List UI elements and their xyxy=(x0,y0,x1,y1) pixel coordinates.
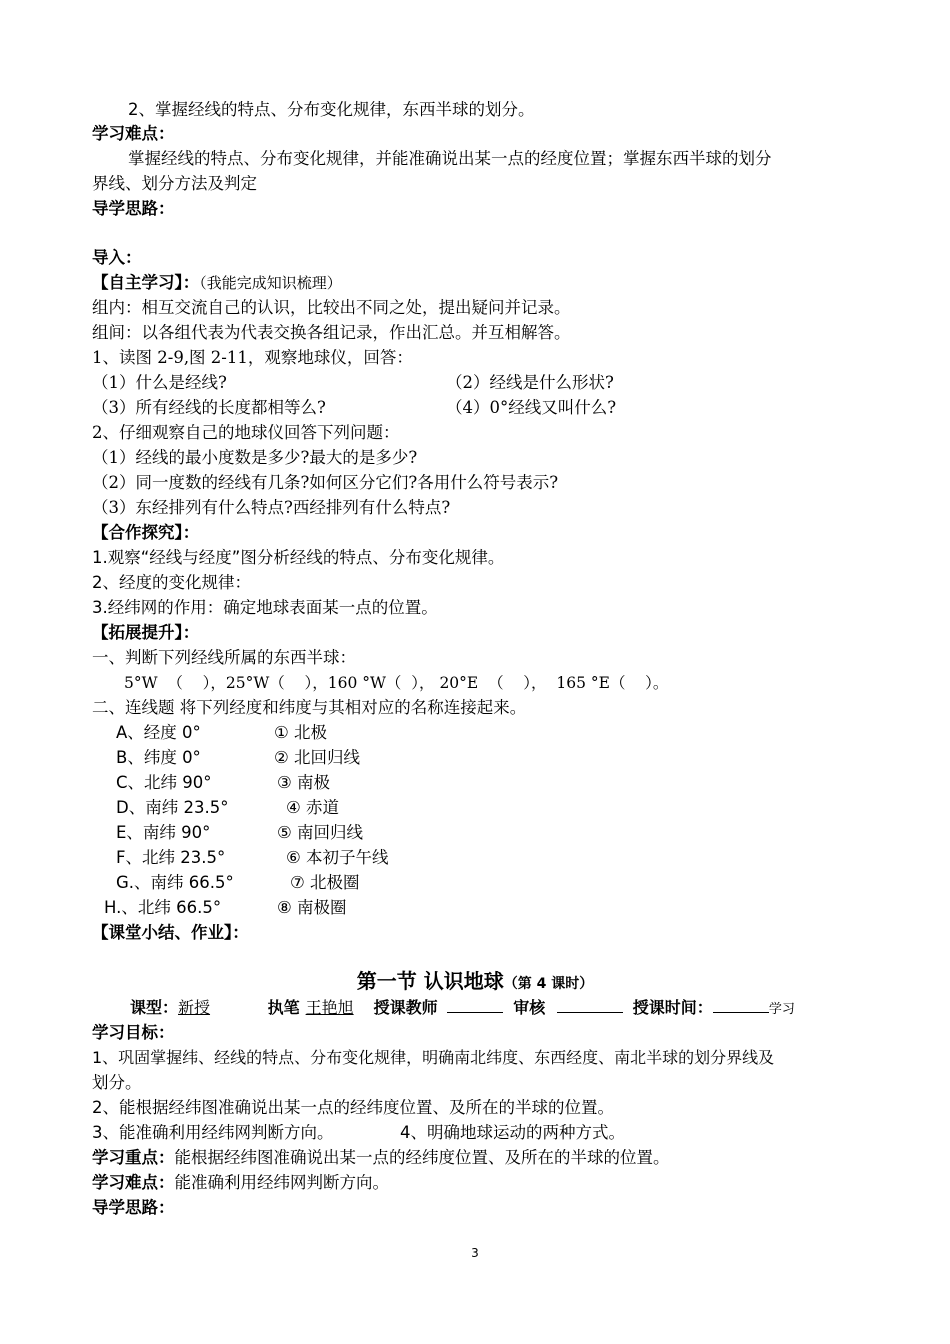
extend-heading: 【拓展提升】： xyxy=(92,623,200,642)
lesson-type-label: 课型： xyxy=(130,998,179,1017)
hemisphere-exercise-line: 5°W （ ），25°W（ ），160 °W（ ）， 20°E （ ）， 165 °E（ ）。 xyxy=(124,674,669,692)
matching-left-item: H.、北纬 66.5° xyxy=(104,898,222,917)
writer-label: 执笔 xyxy=(267,998,300,1017)
lesson-approach-heading: 导学思路： xyxy=(92,1198,175,1217)
matching-right-item: ⑤ 南回归线 xyxy=(277,823,364,842)
matching-left-item: F、北纬 23.5° xyxy=(116,848,226,867)
difficulty-line-2: 界线、划分方法及判定 xyxy=(92,174,257,193)
matching-right-item: ④ 赤道 xyxy=(286,798,340,817)
lesson-title-sub: （第 4 课时） xyxy=(503,976,594,992)
question-2-2: （2）同一度数的经线有几条?如何区分它们?各用什么符号表示? xyxy=(92,473,559,492)
lesson-info-row xyxy=(130,996,795,1020)
summary-heading: 【课堂小结、作业】： xyxy=(92,923,249,942)
question-2: 2、仔细观察自己的地球仪回答下列问题： xyxy=(92,423,400,442)
matching-left-item: A、经度 0° xyxy=(116,723,201,742)
key-point-heading: 学习重点： xyxy=(92,1148,175,1167)
matching-right-item: ⑦ 北极圈 xyxy=(290,873,360,892)
goal-3: 3、能准确利用经纬网判断方向。 xyxy=(92,1123,334,1142)
coop-item-1: 1.观察“经线与经度”图分析经线的特点、分布变化规律。 xyxy=(92,548,505,567)
question-2-3: （3）东经排列有什么特点?西经排列有什么特点? xyxy=(92,498,451,517)
key-point-text: 能根据经纬图准确说出某一点的经纬度位置、及所在的半球的位置。 xyxy=(174,1148,670,1167)
goal-heading: 学习目标： xyxy=(92,1023,175,1042)
matching-left-item: D、南纬 23.5° xyxy=(116,798,229,817)
self-study-heading: 【自主学习】： xyxy=(92,273,200,292)
self-study-note: （我能完成知识梳理） xyxy=(199,274,342,292)
matching-right-item: ② 北回归线 xyxy=(274,748,361,767)
question-2-1: （1）经线的最小度数是多少?最大的是多少? xyxy=(92,448,418,467)
goal-2: 2、能根据经纬图准确说出某一点的经纬度位置、及所在的半球的位置。 xyxy=(92,1098,614,1117)
lesson-difficulty-heading: 学习难点： xyxy=(92,1173,175,1192)
intro-heading: 导入： xyxy=(92,248,142,267)
matching-right-item: ⑧ 南极圈 xyxy=(277,898,347,917)
lesson-title-main: 第一节 认识地球 xyxy=(356,969,504,993)
coop-item-3: 3.经纬网的作用：确定地球表面某一点的位置。 xyxy=(92,598,438,617)
lesson-title xyxy=(0,966,950,999)
matching-left-item: E、南纬 90° xyxy=(116,823,211,842)
self-study-row xyxy=(92,271,342,295)
matching-left-item: C、北纬 90° xyxy=(116,773,212,792)
difficulty-row xyxy=(92,1171,389,1195)
lesson-info-tail: 学习 xyxy=(768,1002,795,1017)
goal-4: 4、明确地球运动的两种方式。 xyxy=(400,1123,625,1142)
review-blank xyxy=(557,996,623,1013)
extend-question-2: 二、连线题 将下列经度和纬度与其相对应的名称连接起来。 xyxy=(92,698,527,717)
group-in-text: 组内：相互交流自己的认识，比较出不同之处，提出疑问并记录。 xyxy=(92,298,571,317)
teacher-label: 授课教师 xyxy=(373,998,438,1017)
question-1a: （1）什么是经线? xyxy=(92,373,227,392)
approach-heading: 导学思路： xyxy=(92,199,175,218)
lesson-difficulty-text: 能准确利用经纬网判断方向。 xyxy=(174,1173,389,1192)
goal-1-line-1: 1、巩固掌握纬、经线的特点、分布变化规律，明确南北纬度、东西经度、南北半球的划分界线及 xyxy=(92,1048,775,1067)
time-blank xyxy=(713,996,769,1013)
coop-item-2: 2、经度的变化规律： xyxy=(92,573,251,592)
review-label: 审核 xyxy=(513,998,546,1017)
question-1d: （4）0°经线又叫什么? xyxy=(446,398,617,417)
matching-left-item: G.、南纬 66.5° xyxy=(116,873,234,892)
key-point-row xyxy=(92,1146,670,1170)
question-1b: （2）经线是什么形状? xyxy=(446,373,614,392)
page-number: 3 xyxy=(471,1246,479,1260)
question-1: 1、读图 2-9,图 2-11，观察地球仪，回答： xyxy=(92,348,413,367)
matching-right-item: ⑥ 本初子午线 xyxy=(286,848,389,867)
difficulty-heading: 学习难点： xyxy=(92,124,175,143)
lesson-type-value: 新授 xyxy=(178,998,211,1017)
teacher-blank xyxy=(447,996,503,1013)
group-between-text: 组间：以各组代表为代表交换各组记录，作出汇总。并互相解答。 xyxy=(92,323,571,342)
writer-value: 王艳旭 xyxy=(305,998,354,1017)
matching-left-item: B、纬度 0° xyxy=(116,748,201,767)
matching-right-item: ① 北极 xyxy=(274,723,328,742)
question-1c: （3）所有经线的长度都相等么? xyxy=(92,398,326,417)
difficulty-line-1: 掌握经线的特点、分布变化规律，并能准确说出某一点的经度位置；掌握东西半球的划分 xyxy=(128,149,772,168)
matching-right-item: ③ 南极 xyxy=(277,773,331,792)
objective-item-2: 2、掌握经线的特点、分布变化规律，东西半球的划分。 xyxy=(128,100,535,119)
time-label: 授课时间： xyxy=(632,998,713,1017)
goal-1-line-2: 划分。 xyxy=(92,1073,142,1092)
coop-heading: 【合作探究】： xyxy=(92,523,200,542)
extend-question-1: 一、判断下列经线所属的东西半球： xyxy=(92,648,356,667)
